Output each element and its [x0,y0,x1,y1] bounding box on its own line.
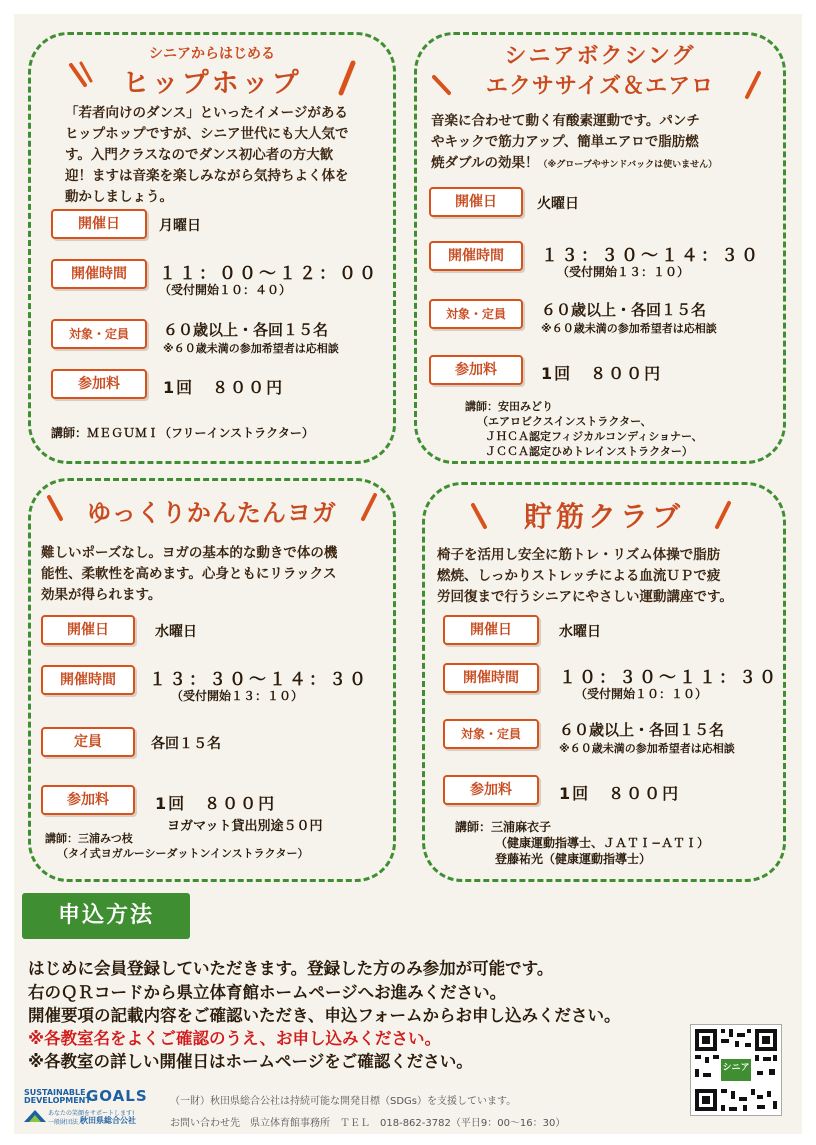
apply-line: 右のＱＲコードから県立体育館ホームページへお進みください。 [28,983,507,1002]
apply-line: ※各教室の詳しい開催日はホームページをご確認ください。 [28,1052,473,1071]
muscle-target-label: 対象・定員 [443,719,539,749]
hiphop-reception: （受付開始１０：４０） [159,283,292,297]
yoga-description [41,543,393,606]
apply-line: はじめに会員登録していただきます。登録した方のみ参加が可能です。 [28,959,554,978]
yoga-card [28,478,396,882]
sdgs-logo [24,1086,152,1126]
desc-line: 迎！ますは音楽を楽しみながら気持ちよく体を [65,168,349,184]
boxing-target: ６０歳以上・各回１５名 [541,301,707,319]
apply-warning-line: ※各教室名をよくご確認のうえ、お申し込みください。 [28,1029,442,1048]
boxing-target-note: ※６０歳未満の参加希望者は応相談 [541,322,717,335]
desc-line: 燃焼、しっかりストレッチによる血流ＵＰで疲 [437,568,721,584]
sdgs-goals-text: GOALS [86,1087,148,1105]
yoga-target: 各回１５名 [151,736,221,752]
desc-line-text: 焼ダブルの効果！ [431,155,539,171]
burst-left-icon [431,71,461,101]
muscle-instructor [455,819,709,867]
hiphop-target-label: 対象・定員 [51,319,147,349]
contact-text: お問い合わせ先 県立体育館事務所 ＴＥＬ 018-862-3782（平日9：00〜16：30） [170,1118,566,1129]
burst-left-icon [469,499,499,533]
hiphop-target: ６０歳以上・各回１５名 [163,321,329,339]
yoga-fee: 1回 ８００円 [155,794,277,813]
desc-line: 「若者向けのダンス」といったイメージがある [65,105,348,121]
org-name: 秋田県総合公社 [80,1116,136,1125]
muscle-fee-label: 参加料 [443,775,539,805]
instructor-line: 講師：安田みどり [465,400,553,413]
qr-label: シニア [722,1063,750,1073]
muscle-day-label: 開催日 [443,615,539,645]
instructor-line: ＪＨＣＡ認定フィジカルコンディショナー、 [485,430,703,443]
boxing-target-label: 対象・定員 [429,299,523,329]
sdgs-tagline: あなたの笑顔をサポートします! [48,1110,135,1117]
qr-code[interactable] [690,1024,782,1116]
desc-line: 難しいポーズなし。ヨガの基本的な動きで体の機 [41,545,338,561]
boxing-instructor [465,399,703,459]
instructor-line: 登藤祐光（健康運動指導士） [495,852,652,866]
burst-right-icon [709,499,739,533]
hiphop-card [28,32,396,464]
desc-line [431,153,781,176]
burst-right-icon [355,491,385,525]
desc-line: 労回復まで行うシニアにやさしい運動講座です。 [437,589,733,605]
burst-left-icon [45,491,75,525]
instructor-line: （タイ式ヨガルーシーダットンインストラクター） [57,847,309,860]
yoga-instructor [45,831,308,861]
boxing-time-label: 開催時間 [429,241,523,271]
boxing-description [431,111,781,176]
desc-line: 音楽に合わせて動く有酸素運動です。パンチ [431,113,700,129]
yoga-title: ゆっくりかんたんヨガ [87,499,337,527]
desc-line: ヒップホップですが、シニア世代にも大人気で [65,126,349,142]
desc-line: す。入門クラスなのでダンス初心者の方大歓 [65,147,334,163]
desc-line: 効果が得られます。 [41,587,162,603]
boxing-reception: （受付開始１３：１０） [557,265,690,279]
muscle-fee: 1回 ８００円 [559,784,681,803]
sdgs-text-line2: DEVELOPMENT [24,1096,91,1105]
boxing-day-label: 開催日 [429,187,523,217]
boxing-title-line1: シニアボクシング [504,44,696,69]
yoga-day: 水曜日 [155,624,197,640]
boxing-time: １３：３０〜１４：３０ [541,246,761,266]
muscle-title: 貯筋クラブ [523,500,684,533]
desc-line: 動かしましょう。 [65,189,173,205]
instructor-line: ＪＣＣＡ認定ひめトレインストラクター） [485,445,693,458]
desc-line: 椅子を活用し安全に筋トレ・リズム体操で脂肪 [437,547,721,563]
yoga-target-label: 定員 [41,727,135,757]
desc-line: やキックで筋力アップ、簡単エアロで脂肪燃 [431,134,699,150]
sdgs-text-line1: SUSTAINABLE [24,1088,86,1097]
muscle-reception: （受付開始１０：１０） [575,687,708,701]
yoga-day-label: 開催日 [41,615,135,645]
org-name-small: 一般財団法人 [48,1119,85,1126]
muscle-target-note: ※６０歳未満の参加希望者は応相談 [559,742,735,755]
desc-line: 能性、柔軟性を高めます。心身ともにリラックス [41,566,337,582]
yoga-fee-label: 参加料 [41,785,135,815]
instructor-line: （エアロビクスインストラクター、 [477,415,652,428]
muscle-day: 水曜日 [559,624,601,640]
apply-line: 開催要項の記載内容をご確認いただき、申込フォームからお申し込みください。 [28,1006,621,1025]
boxing-fee: 1回 ８００円 [541,364,663,383]
hiphop-fee: 1回 ８００円 [163,378,285,397]
hiphop-instructor: 講師：ＭＥＧＵＭＩ（フリーインストラクター） [51,426,314,440]
boxing-card [414,32,786,464]
yoga-time-label: 開催時間 [41,665,135,695]
apply-heading: 申込方法 [22,893,190,939]
burst-right-icon [331,59,367,99]
yoga-time: １３：３０〜１４：３０ [149,670,369,690]
burst-left-icon [67,59,103,93]
boxing-title-line2: エクササイズ＆エアロ [485,74,715,99]
instructor-line: 講師：三浦麻衣子 [455,820,552,834]
boxing-day: 火曜日 [537,196,579,212]
hiphop-time: １１：００〜１２：００ [159,264,379,284]
hiphop-target-note: ※６０歳未満の参加希望者は応相談 [163,342,339,355]
muscle-card [422,482,786,882]
org-logo-icon [24,1108,46,1124]
boxing-desc-note: （※グローブやサンドバックは使いません） [538,160,718,170]
hiphop-fee-label: 参加料 [51,369,147,399]
hiphop-subtitle: シニアからはじめる [149,46,275,62]
instructor-line: （健康運動指導士、ＪＡＴＩ−ＡＴＩ） [495,836,710,850]
yoga-fee-note: ヨガマット貸出別途５０円 [167,819,323,834]
muscle-time-label: 開催時間 [443,663,539,693]
yoga-reception: （受付開始１３：１０） [171,689,304,703]
muscle-time: １０：３０〜１１：３０ [559,668,779,688]
boxing-fee-label: 参加料 [429,355,523,385]
hiphop-day: 月曜日 [159,218,201,234]
hiphop-time-label: 開催時間 [51,259,147,289]
hiphop-description [65,103,385,208]
muscle-target: ６０歳以上・各回１５名 [559,721,725,739]
instructor-line: 講師：三浦みつ枝 [45,832,133,845]
burst-right-icon [739,69,769,103]
hiphop-day-label: 開催日 [51,209,147,239]
muscle-description [437,545,783,608]
hiphop-title: ヒップホップ [122,68,302,99]
sdgs-support-text: （一財）秋田県総合公社は持続可能な開発目標（SDGs）を支援しています。 [170,1096,517,1107]
